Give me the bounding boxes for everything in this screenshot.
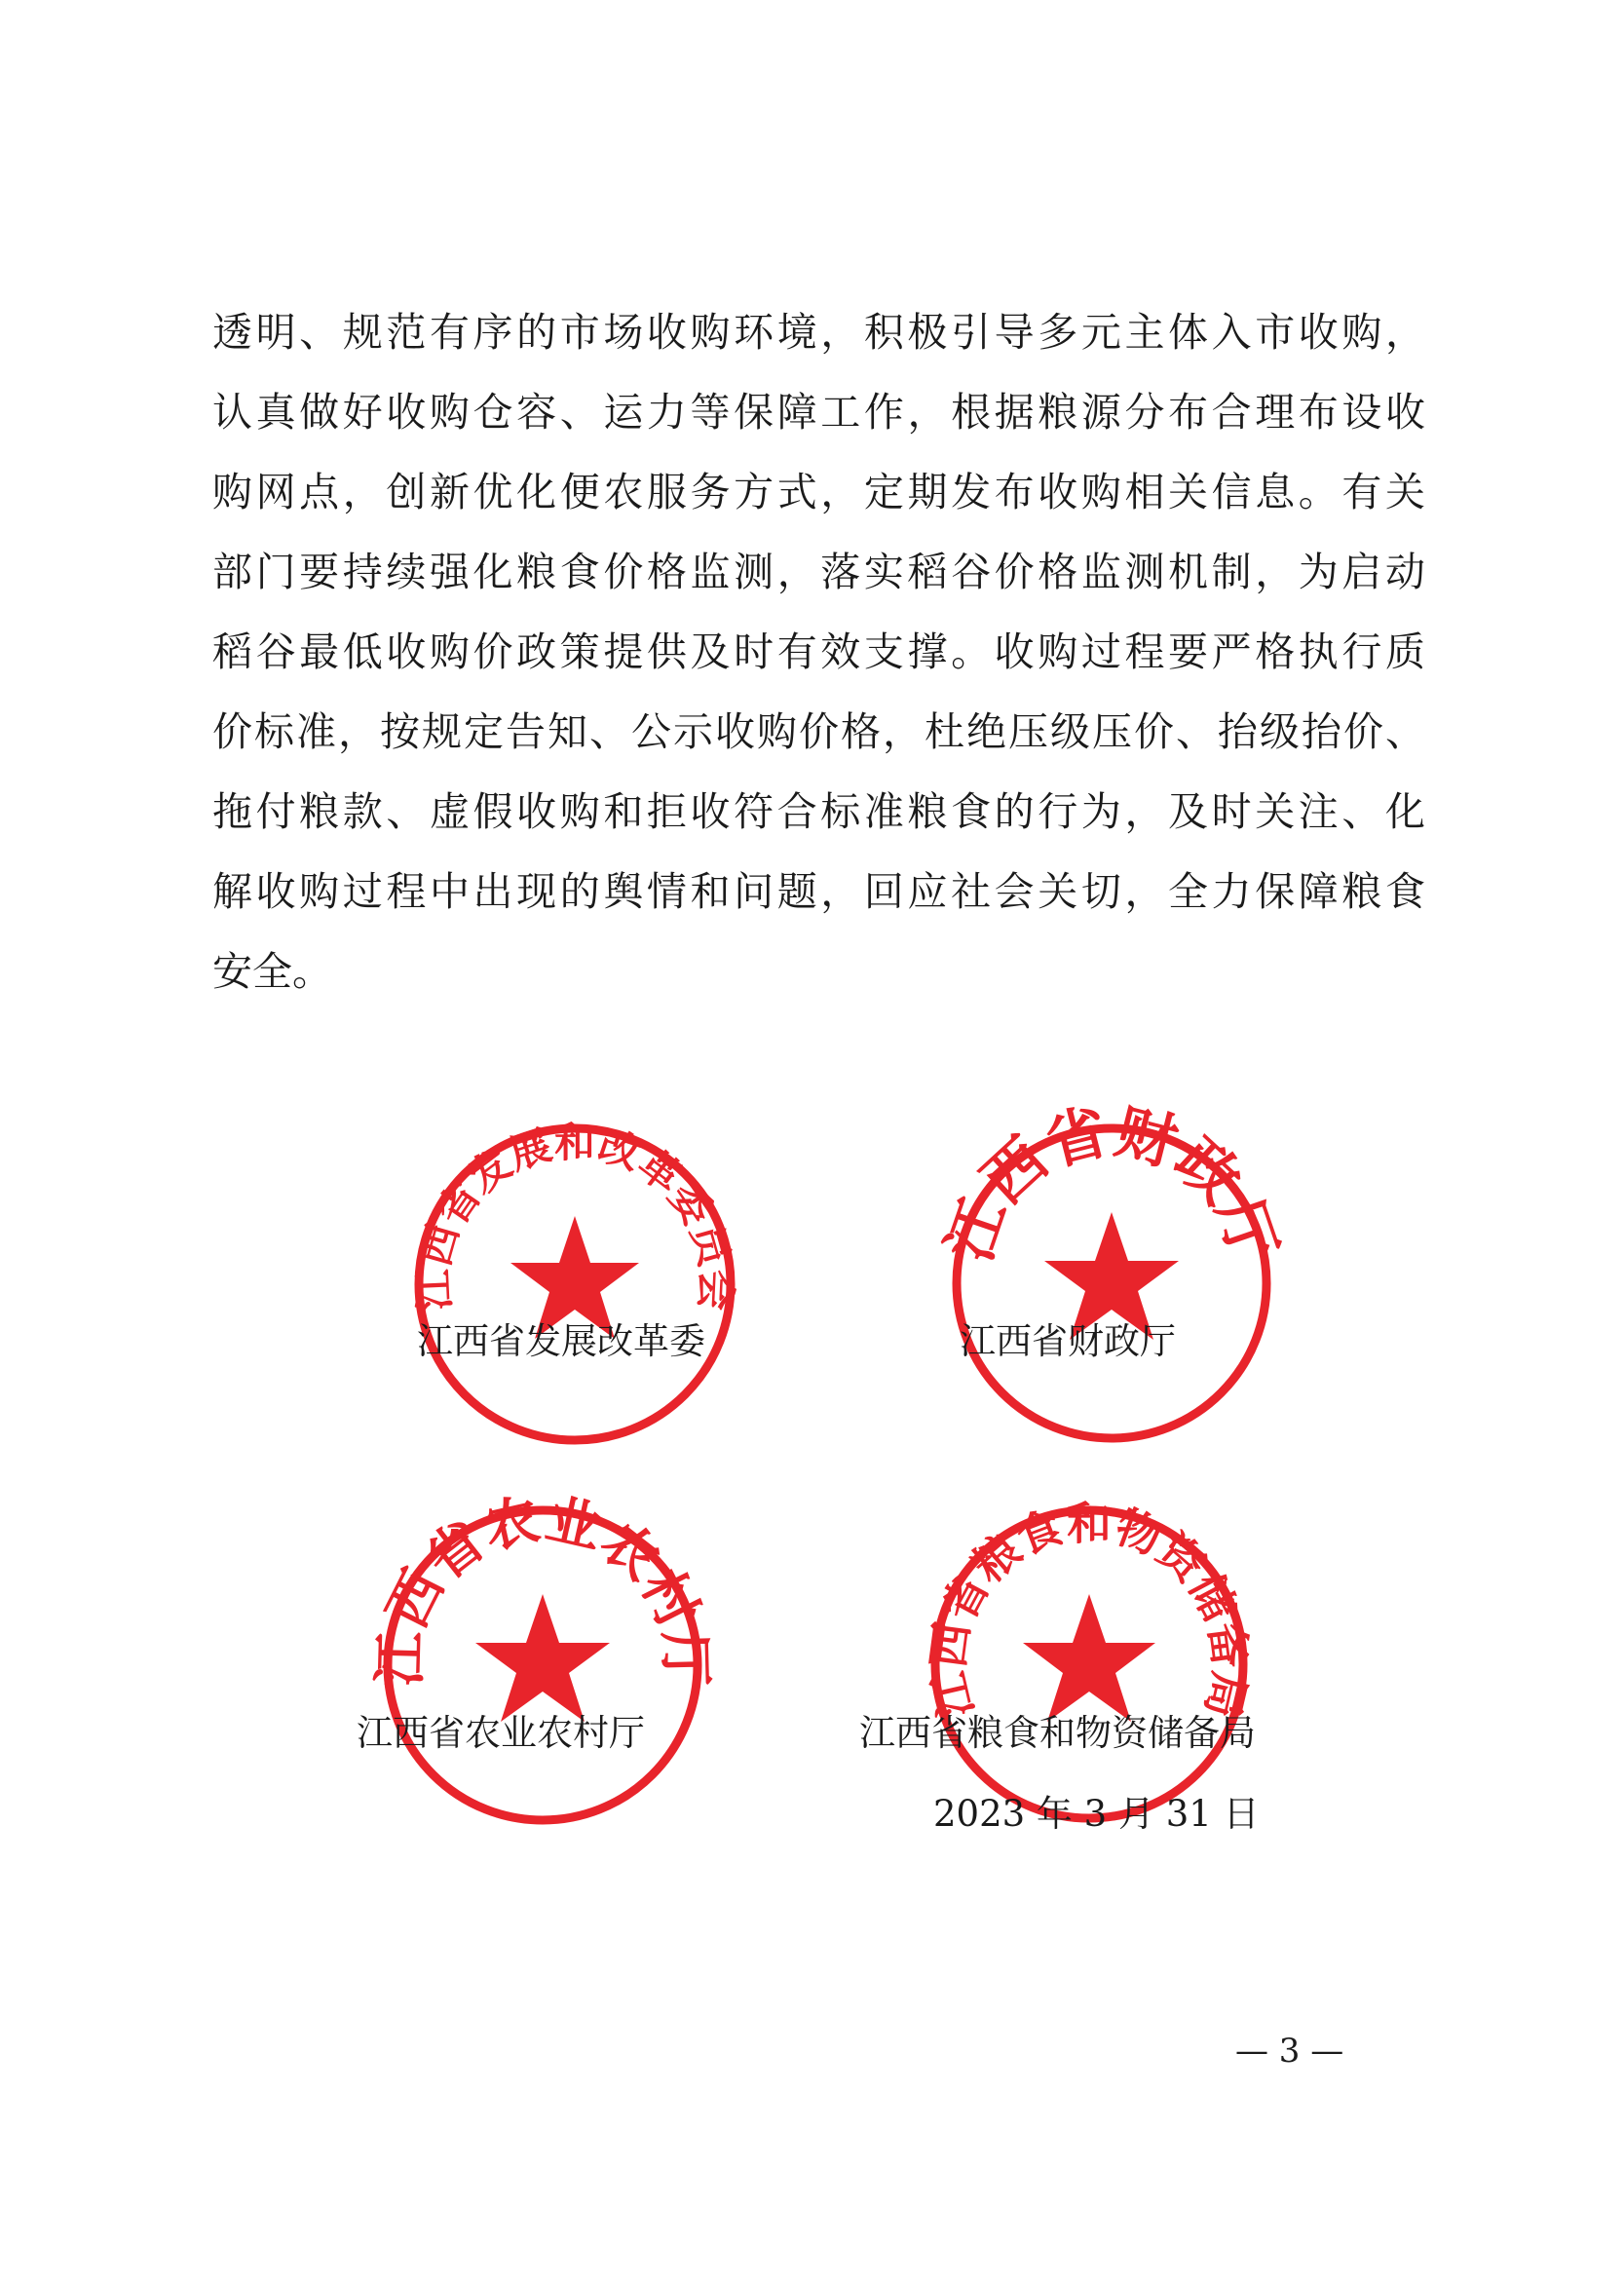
signatory-finance: 江西省财政厅 [960,1320,1176,1362]
body-line: 解收购过程中出现的舆情和问题，回应社会关切，全力保障粮食 [212,868,1425,915]
body-line: 认真做好收购仓容、运力等保障工作，根据粮源分布合理布设收 [212,389,1425,436]
seal-agriculture [368,1487,717,1830]
body-line: 部门要持续强化粮食价格监测，落实稻谷价格监测机制，为启动 [212,549,1425,595]
seal-ndrc [409,1119,740,1450]
body-line: 购网点，创新优化便农服务方式，定期发布收购相关信息。有关 [212,469,1425,515]
body-paragraph [212,292,1425,1011]
seal-grain-reserve [921,1497,1258,1828]
signatory-grain-reserve: 江西省粮食和物资储备局 [859,1712,1256,1754]
body-line: 稻谷最低收购价政策提供及时有效支撑。收购过程要严格执行质 [212,628,1425,675]
document-date: 2023 年 3 月 31 日 [933,1793,1260,1835]
seal-finance [932,1095,1291,1448]
star-icon [475,1594,610,1722]
seal-finance-text: 江西省财政厅 [932,1095,1291,1270]
signatory-agriculture: 江西省农业农村厅 [357,1712,645,1754]
body-line: 透明、规范有序的市场收购环境，积极引导多元主体入市收购， [212,309,1425,356]
body-line: 价标准，按规定告知、公示收购价格，杜绝压级压价、抬级抬价、 [212,708,1425,755]
body-line: 拖付粮款、虚假收购和拒收符合标准粮食的行为，及时关注、化 [212,788,1425,835]
star-icon [1023,1594,1155,1722]
page-number: — 3 — [1235,2032,1344,2071]
seal-agriculture-text: 江西省农业农村厅 [368,1487,717,1688]
seal-ndrc-text: 江西省发展和改革委员会 [409,1119,740,1312]
signatory-ndrc: 江西省发展改革委 [417,1320,705,1362]
body-line: 安全。 [212,948,332,995]
seal-grain-reserve-text: 江西省粮食和物资储备局 [921,1497,1258,1724]
